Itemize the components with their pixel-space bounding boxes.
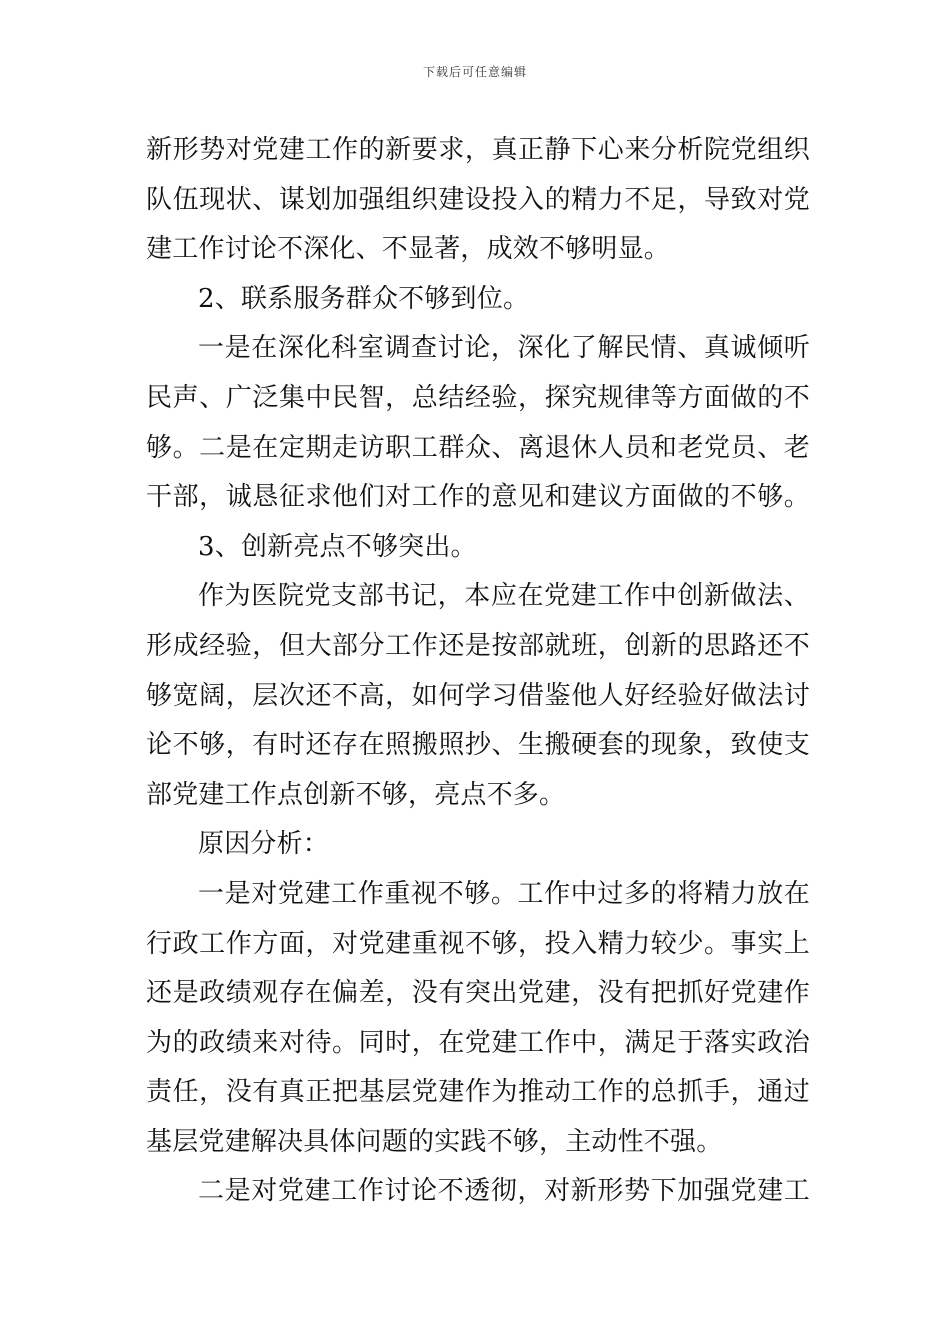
text-line: 责任，没有真正把基层党建作为推动工作的总抓手，通过 bbox=[146, 1077, 810, 1108]
text-line: 形成经验，但大部分工作还是按部就班，创新的思路还不 bbox=[146, 630, 810, 661]
text-line: 新形势对党建工作的新要求，真正静下心来分析院党组织 bbox=[146, 135, 810, 165]
text-line: 够宽阔，层次还不高，如何学习借鉴他人好经验好做法讨 bbox=[146, 680, 810, 711]
text-line: 行政工作方面，对党建重视不够，投入精力较少。事实上 bbox=[146, 928, 810, 959]
text-line: 民声、广泛集中民智，总结经验，探究规律等方面做的不 bbox=[146, 382, 810, 413]
text-line: 基层党建解决具体问题的实践不够，主动性不强。 bbox=[146, 1126, 723, 1157]
section-heading: 原因分析： bbox=[198, 829, 330, 860]
text-line: 作为医院党支部书记，本应在党建工作中创新做法、 bbox=[198, 581, 810, 612]
text-line: 一是对党建工作重视不够。工作中过多的将精力放在 bbox=[198, 878, 810, 909]
text-line: 还是政绩观存在偏差，没有突出党建，没有把抓好党建作 bbox=[146, 978, 810, 1009]
text-line: 二是对党建工作讨论不透彻，对新形势下加强党建工 bbox=[198, 1176, 810, 1207]
section-heading: 2、联系服务群众不够到位。 bbox=[198, 283, 530, 314]
text-line: 一是在深化科室调查讨论，深化了解民情、真诚倾听 bbox=[198, 333, 810, 364]
text-line: 为的政绩来对待。同时，在党建工作中，满足于落实政治 bbox=[146, 1027, 810, 1058]
page-header-note: 下载后可任意编辑 bbox=[422, 65, 527, 79]
section-heading: 3、创新亮点不够突出。 bbox=[198, 531, 477, 562]
text-line: 建工作讨论不深化、不显著，成效不够明显。 bbox=[146, 234, 671, 265]
text-line: 部党建工作点创新不够，亮点不多。 bbox=[146, 779, 566, 810]
document-body bbox=[146, 126, 810, 1217]
text-line: 够。二是在定期走访职工群众、离退休人员和老党员、老 bbox=[146, 432, 810, 463]
text-line: 队伍现状、谋划加强组织建设投入的精力不足，导致对党 bbox=[146, 184, 810, 215]
text-line: 论不够，有时还存在照搬照抄、生搬硬套的现象，致使支 bbox=[146, 730, 810, 761]
text-line: 干部，诚恳征求他们对工作的意见和建议方面做的不够。 bbox=[146, 482, 810, 513]
